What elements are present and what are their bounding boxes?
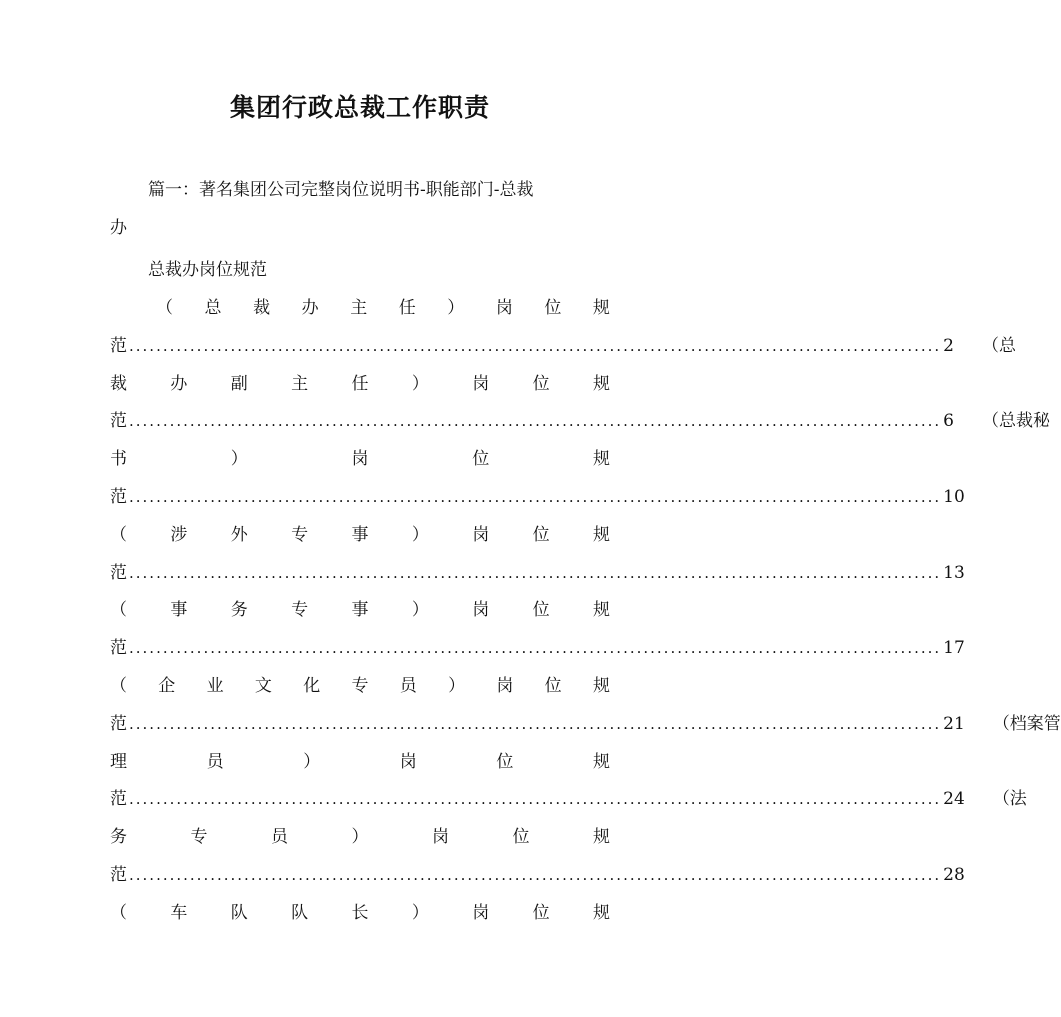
- toc-char: 岗: [472, 902, 490, 923]
- toc-char: 涉: [170, 524, 188, 545]
- toc-char: 业: [206, 676, 224, 696]
- toc-char: 外: [230, 524, 248, 545]
- toc-prefix: 范: [110, 789, 127, 810]
- toc-char: 规: [592, 676, 610, 696]
- toc-char: 队: [291, 902, 309, 923]
- toc-char: 规: [593, 449, 610, 470]
- toc-char: 事: [170, 600, 188, 621]
- toc-char: 员: [271, 827, 288, 848]
- intro-line-1: 篇一：著名集团公司完整岗位说明书-职能部门-总裁: [148, 180, 534, 200]
- toc-dot-leader: ........................................................................................................................: [129, 790, 942, 809]
- toc-char: 规: [593, 373, 610, 394]
- toc-entry-line: [110, 672, 610, 700]
- intro-line-2: 办: [110, 218, 127, 238]
- toc-char: （: [110, 676, 127, 696]
- toc-char: 专: [190, 827, 208, 848]
- toc-prefix: 范: [110, 411, 127, 432]
- toc-char: 企: [158, 676, 176, 696]
- toc-char: 位: [512, 827, 530, 848]
- toc-char: 岗: [399, 751, 417, 772]
- toc-suffix: （总: [982, 335, 1016, 356]
- toc-dot-leader: ........................................................................................................................: [129, 488, 942, 506]
- toc-char: 办: [301, 298, 319, 318]
- toc-char: ）: [448, 676, 466, 696]
- toc-entry-line: [110, 748, 610, 776]
- toc-char: 位: [472, 449, 490, 470]
- toc-char: 专: [291, 524, 309, 545]
- toc-char: 规: [593, 827, 610, 848]
- toc-char: 位: [532, 902, 550, 923]
- toc-char: ）: [230, 449, 248, 470]
- toc-char: 规: [593, 524, 610, 545]
- toc-char: 办: [170, 373, 188, 394]
- toc-char: （: [156, 298, 173, 318]
- toc-page-line: [110, 710, 1061, 738]
- toc-page-number: 21: [943, 713, 965, 734]
- toc-char: 任: [398, 298, 416, 318]
- toc-char: 裁: [253, 298, 271, 318]
- toc-page-line: [110, 407, 1050, 435]
- toc-page-number: 2: [943, 335, 954, 356]
- toc-char: 事: [351, 600, 369, 621]
- toc-dot-leader: ........................................................................................................................: [129, 866, 942, 884]
- toc-entry-line: [110, 445, 610, 473]
- toc-char: 规: [592, 298, 610, 318]
- toc-char: 务: [110, 827, 127, 848]
- toc-char: ）: [411, 902, 429, 923]
- toc-char: 位: [532, 373, 550, 394]
- toc-char: 岗: [432, 827, 449, 848]
- toc-char: 岗: [496, 676, 514, 696]
- toc-page-number: 10: [943, 487, 965, 507]
- section-heading: 总裁办岗位规范: [148, 260, 267, 280]
- toc-prefix: 范: [110, 865, 127, 885]
- toc-char: 总: [204, 298, 222, 318]
- toc-char: 岗: [472, 373, 490, 394]
- toc-suffix: （档案管: [992, 713, 1061, 734]
- toc-char: 任: [351, 373, 369, 394]
- toc-page-line: [110, 483, 965, 511]
- toc-char: ）: [303, 751, 321, 772]
- toc-suffix: （法: [992, 789, 1027, 810]
- toc-page-line: [110, 332, 1016, 360]
- toc-char: 位: [532, 524, 550, 545]
- toc-prefix: 范: [110, 713, 127, 734]
- toc-prefix: 范: [110, 562, 127, 583]
- toc-page-line: [110, 634, 965, 662]
- toc-char: ）: [411, 600, 429, 621]
- toc-char: 岗: [351, 449, 369, 470]
- toc-char: 岗: [472, 524, 490, 545]
- toc-char: 车: [170, 902, 188, 923]
- toc-char: 事: [351, 524, 369, 545]
- toc-char: 专: [291, 600, 309, 621]
- toc-entry-line: [110, 899, 610, 927]
- toc-char: 员: [206, 751, 224, 772]
- toc-char: 长: [351, 902, 369, 923]
- toc-page-number: 24: [943, 789, 965, 810]
- toc-char: ）: [351, 827, 369, 848]
- toc-page-line: [110, 861, 965, 889]
- toc-char: 规: [593, 600, 610, 621]
- toc-entry-line: [110, 521, 610, 549]
- toc-char: 专: [351, 676, 369, 696]
- toc-dot-leader: ........................................................................................................................: [129, 563, 942, 582]
- toc-entry-line: [110, 370, 610, 398]
- toc-entry-line: [110, 823, 610, 851]
- toc-char: 位: [544, 298, 562, 318]
- toc-suffix: （总裁秘: [982, 411, 1050, 432]
- toc-char: 岗: [495, 298, 513, 318]
- toc-char: 主: [291, 373, 309, 394]
- toc-char: 队: [230, 902, 248, 923]
- toc-dot-leader: ........................................................................................................................: [129, 412, 942, 431]
- toc-char: 岗: [472, 600, 490, 621]
- toc-page-number: 13: [943, 562, 965, 583]
- toc-page-line: [110, 559, 965, 587]
- toc-prefix: 范: [110, 638, 127, 659]
- toc-char: 规: [593, 902, 610, 923]
- toc-char: 务: [230, 600, 248, 621]
- toc-page-number: 17: [943, 638, 965, 659]
- toc-char: （: [110, 600, 127, 621]
- toc-dot-leader: ........................................................................................................................: [129, 639, 942, 658]
- toc-char: 位: [544, 676, 562, 696]
- toc-dot-leader: ........................................................................................................................: [129, 336, 942, 355]
- toc-entry-line: [110, 596, 610, 624]
- toc-char: 主: [350, 298, 368, 318]
- toc-char: ）: [411, 524, 429, 545]
- toc-prefix: 范: [110, 335, 127, 356]
- toc-char: 书: [110, 449, 127, 470]
- toc-char: 化: [303, 676, 321, 696]
- toc-page-number: 6: [943, 411, 954, 432]
- toc-char: （: [110, 902, 127, 923]
- toc-dot-leader: ........................................................................................................................: [129, 714, 942, 733]
- document-title: 集团行政总裁工作职责: [229, 93, 490, 122]
- toc-prefix: 范: [110, 487, 127, 507]
- toc-char: （: [110, 524, 127, 545]
- toc-char: 副: [230, 373, 248, 394]
- toc-char: 位: [532, 600, 550, 621]
- toc-char: 员: [399, 676, 417, 696]
- toc-char: ）: [447, 298, 465, 318]
- toc-entry-line: [110, 294, 610, 322]
- toc-char: 位: [496, 751, 514, 772]
- toc-char: 文: [254, 676, 272, 696]
- toc-page-line: [110, 785, 1027, 813]
- toc-char: 裁: [110, 373, 127, 394]
- toc-char: 规: [592, 751, 610, 772]
- toc-char: ）: [411, 373, 429, 394]
- toc-page-number: 28: [943, 865, 965, 885]
- toc-char: 理: [110, 751, 127, 772]
